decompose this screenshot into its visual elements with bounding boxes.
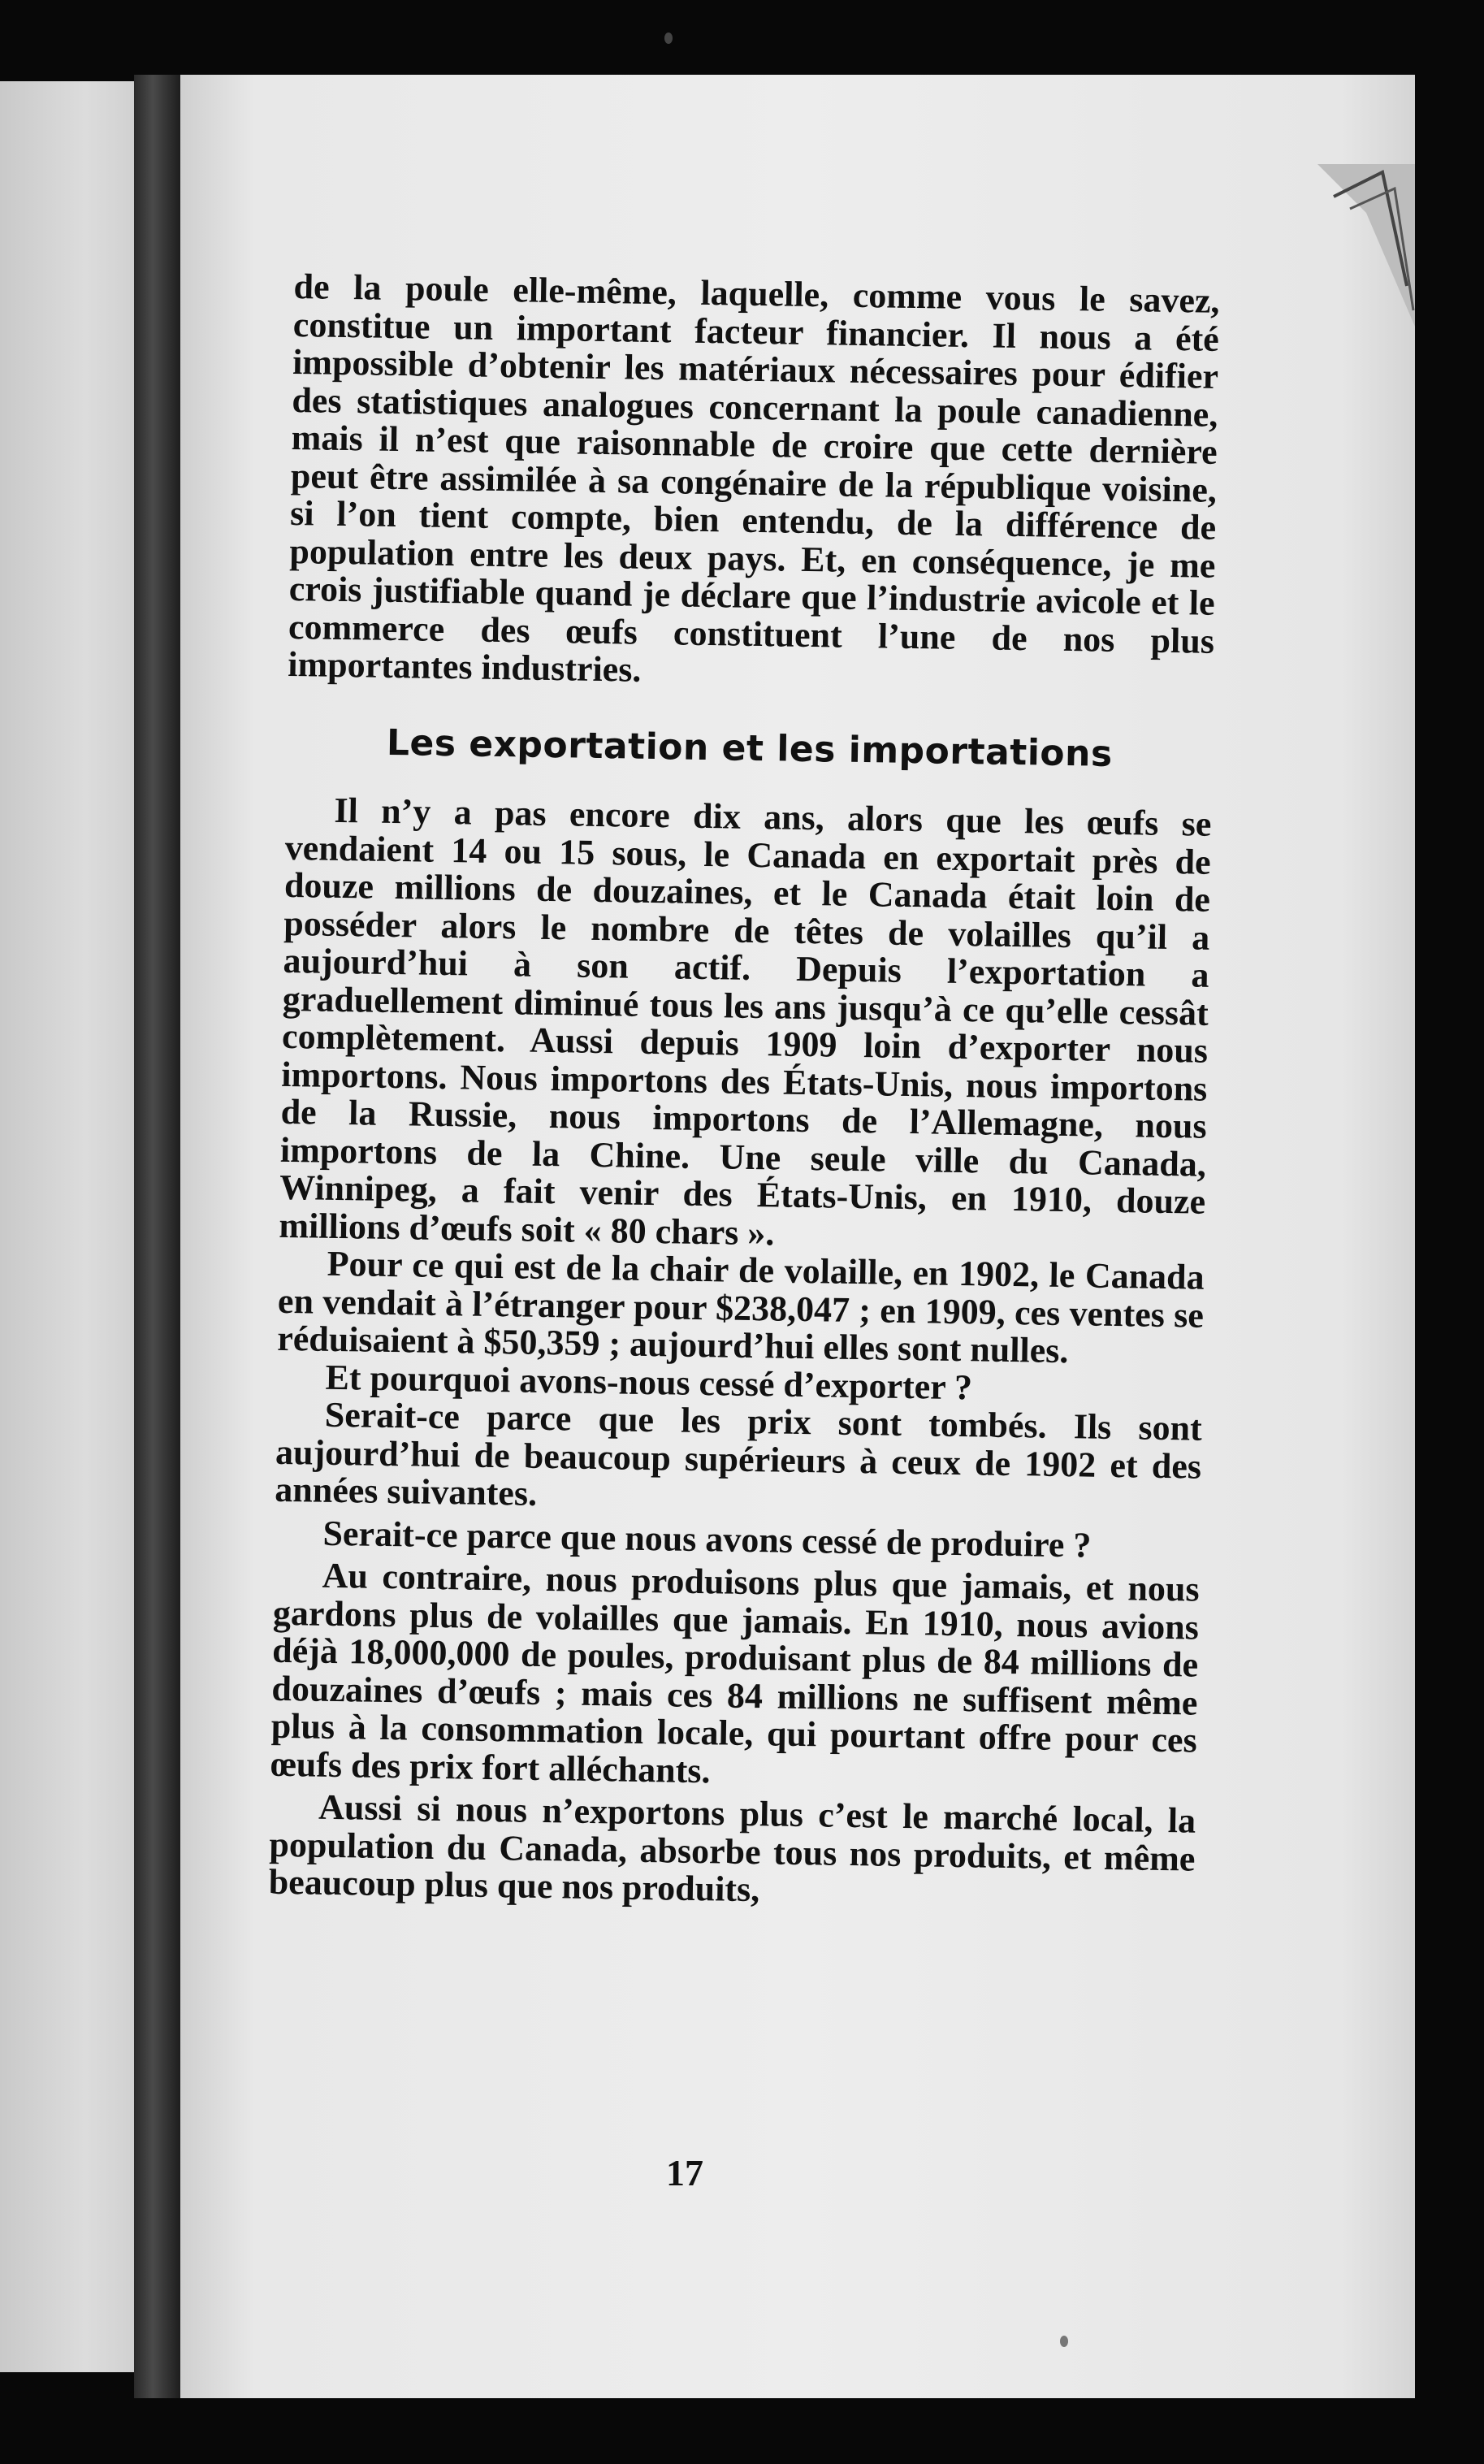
paragraph: Serait-ce parce que nous avons cessé de produire ? (322, 1513, 1092, 1565)
book-spine (134, 75, 181, 2398)
section-heading: Les exportation et les importations (386, 721, 1114, 775)
page-text (268, 268, 1219, 1916)
paragraph: Pour ce qui est de la chair de volaille, en 1902, le Canada en vendait à l’étranger pour $238,047 ; en 1909, ces ventes se réduisaient à $50,359 ; aujourd’hui elles sont nulles. (276, 1243, 1205, 1371)
paragraph-continued: de la poule elle-même, laquelle, comme vous le savez, constitue un important facteur financier. Il nous a été impossible d’obtenir les matériaux nécessaires pour édifier des statistiques analogues concernant la poule canadienne, mais il n’est que raisonnable de croire que cette dernière peut être assimilée à sa congénaire de la république voisine, si l’on tient compte, bien entendu, de la différence de population entre les deux pays. Et, en conséquence, je me crois justifiable quand je déclare que l’industrie avicole et le commerce des œufs constituent l’une de nos plus importantes industries. (287, 266, 1220, 690)
facing-page-edge (0, 81, 142, 2372)
scan-speck (1060, 2336, 1068, 2347)
curled-corner (1317, 164, 1415, 327)
paragraph: Au contraire, nous produisons plus que jamais, et nous gardons plus de volailles que jamais. En 1910, nous avions déjà 18,000,000 de poules, produisant plus de 84 millions de douzaines d’œufs ; mais ces 84 millions ne suffisent même plus à la consommation locale, qui pourtant offre pour ces œufs des prix fort alléchants. (270, 1555, 1200, 1791)
paragraph: Serait-ce parce que les prix sont tombés. Ils sont aujourd’hui de beaucoup supérieurs à ceux de 1902 et des années suivantes. (274, 1394, 1203, 1513)
page-number: 17 (666, 2152, 703, 2193)
paragraph: Et pourquoi avons-nous cessé d’exporter ? (325, 1357, 973, 1407)
paragraph: Il n’y a pas encore dix ans, alors que les œufs se vendaient 14 ou 15 sous, le Canada en exportait près de douze millions de douzaines, et le Canada était loin de posséder alors le nombre de têtes de volailles qu’il a aujourd’hui à son actif. Depuis l’exportation a graduellement diminué tous les ans jusqu’à ce qu’elle cessât complètement. Aussi depuis 1909 loin d’exporter nous importons. Nous importons des États-Unis, nous importons de la Russie, nous importons de l’Allemagne, nous importons de la Chine. Une seule ville du Canada, Winnipeg, a fait venir des États-Unis, en 1910, douze millions d’œufs soit « 80 chars ». (279, 790, 1212, 1253)
scan-speck (664, 32, 673, 44)
paragraph: Aussi si nous n’exportons plus c’est le marché local, la population du Canada, absorbe tous nos produits, et même beaucoup plus que nos produits, (268, 1786, 1196, 1910)
